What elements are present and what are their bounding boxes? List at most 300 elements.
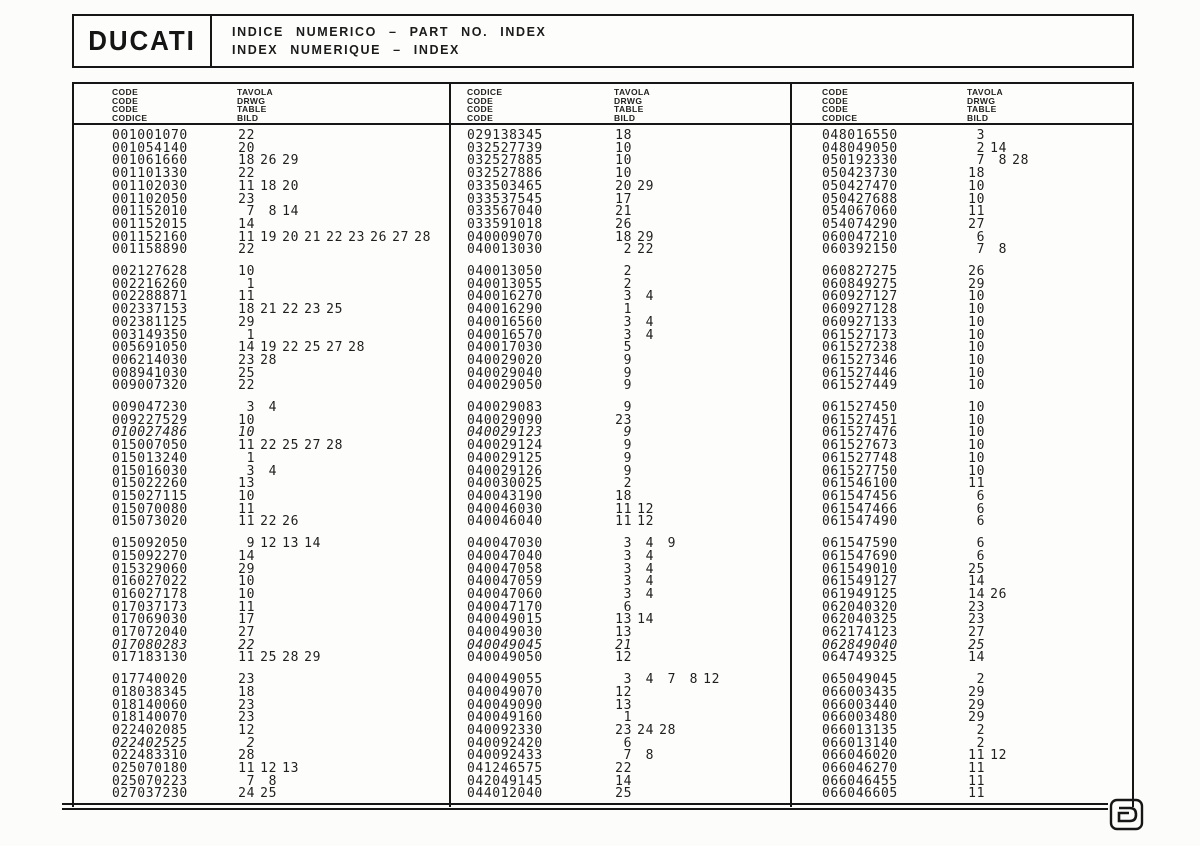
drawing-ref: 3 — [623, 672, 632, 688]
part-code: 002216260 — [112, 276, 188, 292]
part-code: 015092050 — [112, 536, 188, 552]
part-code: 061527748 — [822, 450, 898, 466]
column-header — [74, 84, 449, 125]
drawing-ref: 22 — [260, 514, 277, 530]
drawing-ref: 5 — [623, 340, 632, 356]
code-header-label: CODE — [822, 95, 849, 106]
drawing-ref: 11 — [968, 204, 985, 220]
drawing-ref: 12 — [990, 748, 1007, 764]
drawing-ref: 9 — [623, 425, 632, 441]
part-code: 060849275 — [822, 276, 898, 292]
drawing-ref: 26 — [282, 514, 299, 530]
tavola-header-labels — [614, 88, 650, 123]
tavola-header-label: DRWG — [967, 95, 996, 106]
drawing-ref: 18 — [615, 128, 632, 143]
part-code: 006214030 — [112, 352, 188, 368]
row-group — [451, 674, 790, 801]
table-row — [792, 788, 1132, 801]
drawing-ref: 25 — [304, 340, 321, 356]
row-group — [792, 266, 1132, 393]
drawing-ref: 8 — [689, 672, 698, 688]
drawing-ref: 17 — [238, 612, 255, 628]
drawing-ref: 6 — [623, 735, 632, 751]
part-code: 040049015 — [467, 612, 543, 628]
part-code: 025070223 — [112, 773, 188, 789]
ducati-logo — [74, 16, 212, 66]
drawing-refs — [614, 244, 658, 257]
drawing-ref: 22 — [615, 761, 632, 777]
drawing-ref: 10 — [968, 191, 985, 207]
part-code: 033567040 — [467, 204, 543, 220]
part-code: 040049160 — [467, 710, 543, 726]
part-code: 050192330 — [822, 153, 898, 169]
row-group — [792, 130, 1132, 257]
drawing-ref: 24 — [637, 722, 654, 738]
part-code: 001054140 — [112, 140, 188, 156]
drawing-refs — [237, 516, 303, 529]
drawing-ref: 7 — [623, 748, 632, 764]
tavola-header-labels — [967, 88, 1003, 123]
table-row — [451, 788, 790, 801]
tavola-header-label: BILD — [614, 112, 636, 123]
part-code: 040016270 — [467, 289, 543, 305]
drawing-refs — [614, 327, 658, 343]
drawing-ref: 11 — [615, 501, 632, 517]
drawing-ref: 23 — [968, 612, 985, 628]
drawing-ref: 27 — [238, 625, 255, 641]
drawing-ref: 22 — [238, 378, 255, 394]
drawing-ref: 22 — [238, 637, 255, 653]
part-code: 002337153 — [112, 302, 188, 318]
part-code: 061527750 — [822, 463, 898, 479]
drawing-ref: 2 — [976, 722, 985, 738]
table-row — [792, 380, 1132, 393]
part-code: 066003440 — [822, 697, 898, 713]
drawing-refs — [967, 244, 1011, 257]
part-code: 032527885 — [467, 153, 543, 169]
row-group — [792, 538, 1132, 665]
part-code: 040016560 — [467, 314, 543, 330]
drawing-ref: 11 — [238, 650, 255, 666]
part-code: 042049145 — [467, 773, 543, 789]
part-code: 015092270 — [112, 548, 188, 564]
drawing-ref: 3 — [246, 463, 255, 479]
part-code: 040046040 — [467, 514, 543, 530]
drawing-ref: 10 — [968, 340, 985, 356]
drawing-ref: 29 — [637, 178, 654, 194]
drawing-ref: 4 — [645, 536, 654, 552]
drawing-ref: 29 — [238, 314, 255, 330]
part-code: 060047210 — [822, 229, 898, 245]
drawing-ref: 28 — [260, 352, 277, 368]
tavola-header-label: TABLE — [237, 104, 267, 115]
drawing-ref: 22 — [238, 166, 255, 182]
drawing-ref: 11 — [238, 514, 255, 530]
drawing-ref: 13 — [238, 476, 255, 492]
drawing-ref: 1 — [246, 327, 255, 343]
drawing-ref: 12 — [637, 501, 654, 517]
drawing-ref: 27 — [392, 229, 409, 245]
index-column-3 — [790, 84, 1132, 807]
part-code: 061547590 — [822, 536, 898, 552]
part-code: 040029090 — [467, 412, 543, 428]
drawing-ref: 21 — [260, 302, 277, 318]
drawing-ref: 28 — [238, 748, 255, 764]
drawing-ref: 4 — [268, 400, 277, 416]
part-code: 048016550 — [822, 128, 898, 143]
part-code: 018140060 — [112, 697, 188, 713]
drawing-ref: 10 — [238, 574, 255, 590]
tavola-header-label: TABLE — [614, 104, 644, 115]
column-body — [451, 125, 790, 807]
drawing-ref: 14 — [238, 340, 255, 356]
drawing-ref: 29 — [968, 684, 985, 700]
tavola-header-label: DRWG — [614, 95, 643, 106]
part-code: 017740020 — [112, 672, 188, 688]
drawing-ref: 1 — [623, 710, 632, 726]
part-code: 017037173 — [112, 599, 188, 615]
drawing-ref: 14 — [238, 216, 255, 232]
part-code: 054074290 — [822, 216, 898, 232]
part-code: 040047170 — [467, 599, 543, 615]
index-column-2 — [449, 84, 790, 807]
part-code: 040029124 — [467, 438, 543, 454]
drawing-ref: 2 — [623, 264, 632, 280]
part-code: 040046030 — [467, 501, 543, 517]
drawing-ref: 6 — [976, 514, 985, 530]
part-code: 066046605 — [822, 786, 898, 802]
row-group — [74, 130, 449, 257]
drawing-ref: 18 — [238, 684, 255, 700]
drawing-ref: 25 — [260, 650, 277, 666]
drawing-ref: 18 — [238, 302, 255, 318]
part-code: 009007320 — [112, 378, 188, 394]
drawing-ref: 14 — [637, 612, 654, 628]
part-code: 061527346 — [822, 352, 898, 368]
part-code: 061527476 — [822, 425, 898, 441]
drawing-ref: 10 — [968, 438, 985, 454]
drawing-ref: 11 — [968, 476, 985, 492]
part-code: 060827275 — [822, 264, 898, 280]
row-group — [74, 674, 449, 801]
drawing-ref: 28 — [659, 722, 676, 738]
ducati-logo-text: DUCATI — [88, 25, 196, 56]
drawing-ref: 27 — [304, 438, 321, 454]
drawing-refs — [614, 788, 636, 801]
drawing-ref: 9 — [623, 365, 632, 381]
drawing-refs — [237, 652, 325, 665]
part-code: 066003435 — [822, 684, 898, 700]
table-row — [74, 244, 449, 257]
drawing-ref: 29 — [968, 697, 985, 713]
drawing-ref: 13 — [615, 625, 632, 641]
part-code: 040047040 — [467, 548, 543, 564]
drawing-ref: 14 — [282, 204, 299, 220]
drawing-ref: 4 — [645, 314, 654, 330]
part-code: 040013055 — [467, 276, 543, 292]
drawing-ref: 10 — [238, 425, 255, 441]
column-body — [792, 125, 1132, 807]
drawing-ref: 10 — [968, 365, 985, 381]
drawing-ref: 12 — [238, 722, 255, 738]
drawing-ref: 4 — [645, 327, 654, 343]
drawing-ref: 25 — [615, 786, 632, 802]
drawing-ref: 9 — [623, 378, 632, 394]
drawing-ref: 29 — [968, 710, 985, 726]
table-row — [74, 652, 449, 665]
drawing-ref: 25 — [260, 786, 277, 802]
column-body — [74, 125, 449, 807]
part-code: 040047060 — [467, 586, 543, 602]
part-code: 061527173 — [822, 327, 898, 343]
part-code: 001152010 — [112, 204, 188, 220]
part-code: 065049045 — [822, 672, 898, 688]
row-group — [74, 538, 449, 665]
drawing-ref: 11 — [238, 438, 255, 454]
tavola-header-label: BILD — [237, 112, 259, 123]
drawing-ref: 3 — [623, 327, 632, 343]
drawing-ref: 13 — [282, 536, 299, 552]
drawing-ref: 22 — [282, 302, 299, 318]
drawing-ref: 14 — [968, 574, 985, 590]
drawing-ref: 23 — [968, 599, 985, 615]
part-code: 025070180 — [112, 761, 188, 777]
drawing-ref: 10 — [968, 314, 985, 330]
code-header-label: CODE — [467, 112, 494, 123]
drawing-ref: 2 — [246, 735, 255, 751]
drawing-ref: 25 — [968, 637, 985, 653]
drawing-ref: 10 — [238, 488, 255, 504]
drawing-ref: 27 — [968, 625, 985, 641]
part-code: 041246575 — [467, 761, 543, 777]
part-code: 040029125 — [467, 450, 543, 466]
drawing-ref: 4 — [268, 463, 277, 479]
part-code: 022402525 — [112, 735, 188, 751]
drawing-ref: 4 — [645, 561, 654, 577]
drawing-refs — [967, 652, 989, 665]
drawing-ref: 4 — [645, 548, 654, 564]
drawing-ref: 10 — [238, 412, 255, 428]
drawing-ref: 29 — [968, 276, 985, 292]
drawing-ref: 12 — [615, 650, 632, 666]
part-code: 040030025 — [467, 476, 543, 492]
part-code: 017069030 — [112, 612, 188, 628]
part-code: 015027115 — [112, 488, 188, 504]
drawing-ref: 25 — [968, 561, 985, 577]
part-code: 060927133 — [822, 314, 898, 330]
part-code: 040029040 — [467, 365, 543, 381]
part-code: 060392150 — [822, 242, 898, 258]
part-code: 001061660 — [112, 153, 188, 169]
column-header — [792, 84, 1132, 125]
part-code: 033591018 — [467, 216, 543, 232]
row-group — [74, 266, 449, 393]
drawing-ref: 9 — [246, 536, 255, 552]
part-code: 040049055 — [467, 672, 543, 688]
drawing-ref: 28 — [1012, 153, 1029, 169]
drawing-ref: 25 — [238, 365, 255, 381]
part-code: 061527238 — [822, 340, 898, 356]
part-code: 033537545 — [467, 191, 543, 207]
drawing-ref: 10 — [968, 425, 985, 441]
drawing-refs — [237, 788, 281, 801]
drawing-ref: 23 — [238, 191, 255, 207]
tavola-header-label: BILD — [967, 112, 989, 123]
part-code: 062174123 — [822, 625, 898, 641]
part-code: 040047030 — [467, 536, 543, 552]
drawing-ref: 9 — [623, 352, 632, 368]
drawing-refs — [614, 516, 658, 529]
drawing-refs — [614, 586, 658, 602]
drawing-ref: 12 — [637, 514, 654, 530]
part-code: 033503465 — [467, 178, 543, 194]
tavola-header-label: TAVOLA — [237, 87, 274, 97]
drawing-ref: 10 — [615, 166, 632, 182]
drawing-ref: 14 — [615, 773, 632, 789]
drawing-ref: 14 — [238, 548, 255, 564]
drawing-ref: 14 — [968, 650, 985, 666]
drawing-ref: 14 — [990, 140, 1007, 156]
drawing-refs — [237, 342, 369, 355]
drawing-ref: 24 — [238, 786, 255, 802]
drawing-ref: 10 — [968, 289, 985, 305]
drawing-ref: 22 — [637, 242, 654, 258]
part-code: 040017030 — [467, 340, 543, 356]
drawing-ref: 26 — [615, 216, 632, 232]
part-code: 040049090 — [467, 697, 543, 713]
footer-double-rule — [62, 803, 1108, 810]
drawing-ref: 27 — [968, 216, 985, 232]
part-code: 002288871 — [112, 289, 188, 305]
drawing-ref: 9 — [623, 438, 632, 454]
drawing-ref: 7 — [667, 672, 676, 688]
part-code: 061527673 — [822, 438, 898, 454]
drawing-ref: 6 — [623, 599, 632, 615]
part-code: 040029126 — [467, 463, 543, 479]
page-title — [212, 16, 1132, 66]
part-code: 040047058 — [467, 561, 543, 577]
code-header-labels — [822, 88, 967, 123]
table-row — [792, 244, 1132, 257]
drawing-ref: 19 — [260, 229, 277, 245]
part-code: 005691050 — [112, 340, 188, 356]
code-header-label: CODE — [822, 104, 849, 115]
drawing-ref: 4 — [645, 289, 654, 305]
drawing-ref: 9 — [623, 400, 632, 416]
part-code: 015013240 — [112, 450, 188, 466]
part-code: 040013050 — [467, 264, 543, 280]
drawing-ref: 11 — [238, 178, 255, 194]
part-code: 009047230 — [112, 400, 188, 416]
drawing-ref: 2 — [623, 476, 632, 492]
drawing-ref: 10 — [968, 463, 985, 479]
tavola-header-label: DRWG — [237, 95, 266, 106]
part-code: 044012040 — [467, 786, 543, 802]
drawing-ref: 26 — [260, 153, 277, 169]
table-row — [74, 516, 449, 529]
drawing-ref: 17 — [615, 191, 632, 207]
drawing-ref: 25 — [282, 438, 299, 454]
drawing-ref: 10 — [615, 140, 632, 156]
part-code: 027037230 — [112, 786, 188, 802]
drawing-ref: 10 — [968, 450, 985, 466]
drawing-ref: 9 — [667, 536, 676, 552]
part-code: 015022260 — [112, 476, 188, 492]
part-code: 008941030 — [112, 365, 188, 381]
drawing-ref: 8 — [645, 748, 654, 764]
part-code: 002127628 — [112, 264, 188, 280]
drawing-ref: 6 — [976, 488, 985, 504]
drawing-refs — [614, 291, 658, 304]
part-code: 061549127 — [822, 574, 898, 590]
drawing-ref: 20 — [282, 229, 299, 245]
drawing-ref: 23 — [238, 352, 255, 368]
drawing-ref: 3 — [976, 128, 985, 143]
drawing-ref: 18 — [968, 166, 985, 182]
code-header-label: CODE — [112, 95, 139, 106]
drawing-ref: 7 — [246, 204, 255, 220]
part-code: 001102050 — [112, 191, 188, 207]
part-code: 066046455 — [822, 773, 898, 789]
part-code: 040029083 — [467, 400, 543, 416]
drawing-ref: 26 — [370, 229, 387, 245]
drawing-ref: 11 — [968, 761, 985, 777]
drawing-ref: 11 — [615, 514, 632, 530]
part-code: 040092420 — [467, 735, 543, 751]
drawing-ref: 6 — [976, 229, 985, 245]
table-row — [74, 788, 449, 801]
drawing-ref: 2 — [976, 140, 985, 156]
drawing-ref: 10 — [968, 327, 985, 343]
drawing-ref: 27 — [326, 340, 343, 356]
tavola-header-label: TAVOLA — [614, 87, 651, 97]
drawing-ref: 2 — [976, 735, 985, 751]
part-code: 018140070 — [112, 710, 188, 726]
part-code: 054067060 — [822, 204, 898, 220]
drawing-ref: 13 — [615, 697, 632, 713]
drawing-ref: 20 — [238, 140, 255, 156]
drawing-ref: 28 — [282, 650, 299, 666]
part-code: 040009070 — [467, 229, 543, 245]
drawing-ref: 10 — [968, 302, 985, 318]
part-code: 062849040 — [822, 637, 898, 653]
drawing-ref: 6 — [976, 536, 985, 552]
row-group — [451, 402, 790, 529]
part-code: 062040325 — [822, 612, 898, 628]
part-code: 015073020 — [112, 514, 188, 530]
drawing-ref: 3 — [623, 314, 632, 330]
drawing-ref: 8 — [268, 204, 277, 220]
part-code: 040013030 — [467, 242, 543, 258]
code-header-labels — [112, 88, 237, 123]
part-code: 017072040 — [112, 625, 188, 641]
part-code: 061527451 — [822, 412, 898, 428]
drawing-ref: 2 — [623, 276, 632, 292]
part-code: 009227529 — [112, 412, 188, 428]
part-code: 015329060 — [112, 561, 188, 577]
tavola-header-labels — [237, 88, 273, 123]
drawing-ref: 3 — [623, 548, 632, 564]
drawing-ref: 18 — [260, 178, 277, 194]
part-code: 022402085 — [112, 722, 188, 738]
drawing-ref: 23 — [348, 229, 365, 245]
part-code: 017183130 — [112, 650, 188, 666]
part-code: 003149350 — [112, 327, 188, 343]
drawing-ref: 1 — [246, 276, 255, 292]
part-code: 040016290 — [467, 302, 543, 318]
drawing-ref: 18 — [238, 153, 255, 169]
drawing-ref: 1 — [246, 450, 255, 466]
